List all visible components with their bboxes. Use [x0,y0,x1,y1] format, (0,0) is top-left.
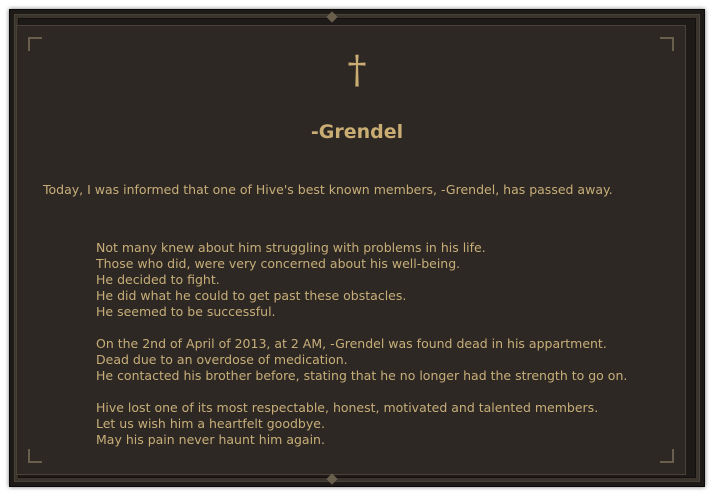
corner-ornament [660,449,674,463]
paragraph-struggle [96,240,627,320]
text-line: Hive lost one of its most respectable, honest, motivated and talented members. [96,400,599,415]
text-line: He contacted his brother before, stating that he no longer had the strength to go on. [96,368,628,383]
text-line: Not many knew about him struggling with problems in his life. [96,240,486,255]
text-line: He seemed to be successful. [96,304,276,319]
text-line: May his pain never haunt him again. [96,432,325,447]
text-line: On the 2nd of April of 2013, at 2 AM, -Grendel was found dead in his appartment. [96,336,607,351]
paragraph-passing [96,336,627,384]
corner-ornament [28,449,42,463]
memorial-body [96,240,627,464]
memorial-intro: Today, I was informed that one of Hive's best known members, -Grendel, has passed away. [43,182,613,197]
text-line: He decided to fight. [96,272,220,287]
text-line: Dead due to an overdose of medication. [96,352,348,367]
memorial-title: -Grendel [310,121,404,143]
paragraph-farewell [96,400,627,448]
text-line: He did what he could to get past these obstacles. [96,288,407,303]
text-line: Let us wish him a heartfelt goodbye. [96,416,325,431]
text-line: Those who did, were very concerned about his well-being. [96,256,461,271]
cross-icon: † [347,48,367,92]
